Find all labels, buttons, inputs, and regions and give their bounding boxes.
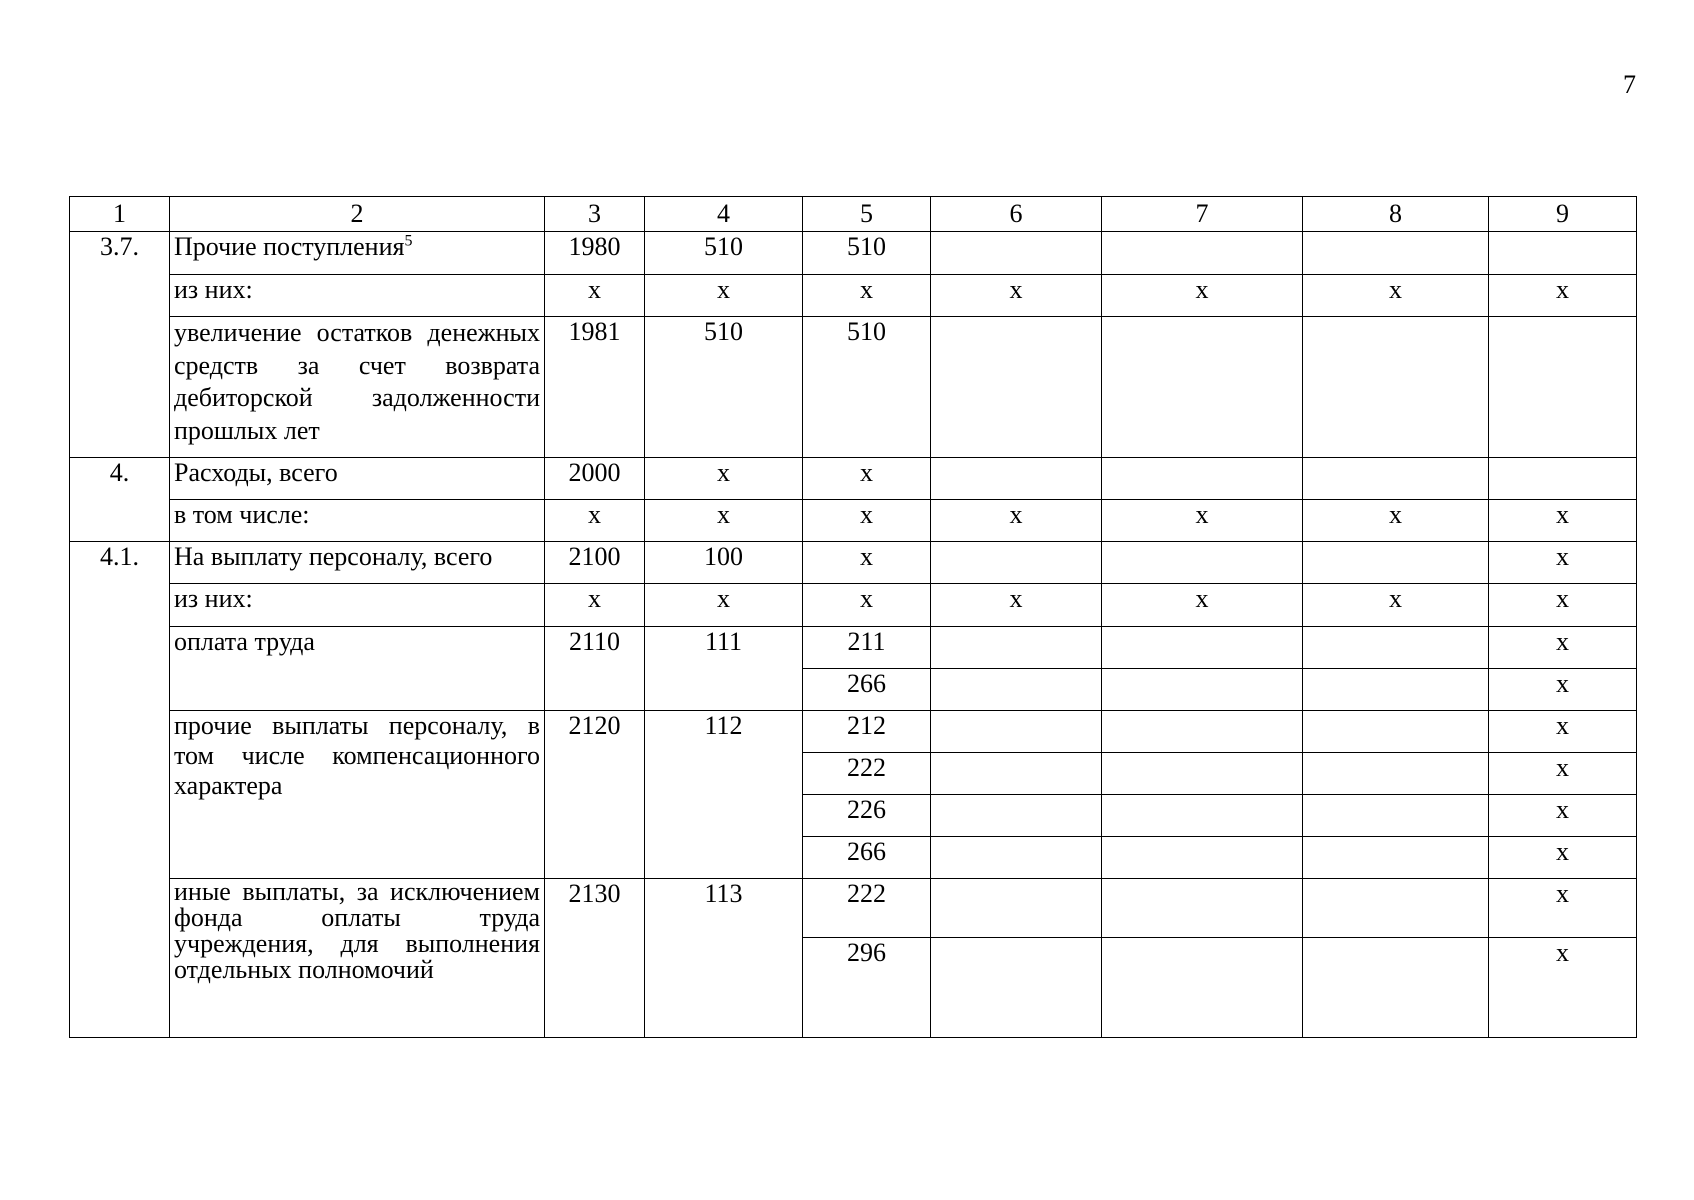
table-row [70,584,1637,627]
cell: 2100 [545,542,645,584]
row-name-cell: На выплату персоналу, всего [170,542,545,584]
cell: 100 [645,542,803,584]
cell: 296 [803,938,931,1038]
cell: х [1303,500,1489,542]
cell [1303,753,1489,795]
table-row [70,542,1637,584]
row-name-cell: иные выплаты, за исключением фонда оплаты труда учреждения, для выполнения отдельных полномочий [170,879,545,1038]
cell: 1981 [545,317,645,458]
cell [931,669,1102,711]
cell: 2110 [545,627,645,711]
cell [931,711,1102,753]
cell [931,938,1102,1038]
cell: 510 [803,232,931,275]
financial-plan-table [69,196,1637,1038]
cell: х [1489,711,1637,753]
cell [1102,938,1303,1038]
row-name-cell: из них: [170,584,545,627]
table-row [70,317,1637,458]
cell [1102,795,1303,837]
cell: х [931,584,1102,627]
cell [1102,317,1303,458]
table-row [70,500,1637,542]
cell [1102,458,1303,500]
cell [1303,627,1489,669]
header-cell: 6 [931,197,1102,232]
cell [1489,317,1637,458]
cell [931,627,1102,669]
cell: х [931,500,1102,542]
table-row [70,232,1637,275]
cell: 222 [803,879,931,938]
header-cell: 9 [1489,197,1637,232]
cell: х [1102,275,1303,317]
cell: х [645,584,803,627]
cell: 2000 [545,458,645,500]
cell: 111 [645,627,803,711]
cell [931,753,1102,795]
cell: х [931,275,1102,317]
cell [1303,795,1489,837]
cell: х [803,584,931,627]
cell [1303,938,1489,1038]
cell: х [1489,753,1637,795]
table-row [70,711,1637,753]
table-row [70,879,1637,938]
cell: х [1303,584,1489,627]
row-name-cell: из них: [170,275,545,317]
cell: х [1489,837,1637,879]
cell [1102,753,1303,795]
cell [931,317,1102,458]
cell: 510 [645,317,803,458]
cell: х [803,542,931,584]
cell: х [1489,879,1637,938]
cell: х [1489,584,1637,627]
cell: х [545,584,645,627]
cell: х [803,458,931,500]
header-cell: 7 [1102,197,1303,232]
cell [1102,627,1303,669]
cell: х [1489,627,1637,669]
table-row [70,627,1637,669]
cell [1303,711,1489,753]
cell [931,458,1102,500]
cell [1102,232,1303,275]
cell [1489,458,1637,500]
cell: 2130 [545,879,645,1038]
row-name-text: Прочие поступления [174,232,405,261]
row-name-cell: оплата труда [170,627,545,711]
cell: х [1489,542,1637,584]
cell: 112 [645,711,803,879]
row-name-cell [170,232,545,275]
cell [1303,542,1489,584]
cell: х [645,500,803,542]
cell: 510 [645,232,803,275]
cell [931,837,1102,879]
cell [1102,542,1303,584]
cell: х [645,458,803,500]
header-cell: 1 [70,197,170,232]
cell: 212 [803,711,931,753]
header-cell: 2 [170,197,545,232]
cell: х [1102,500,1303,542]
cell: 226 [803,795,931,837]
cell: 266 [803,837,931,879]
cell [931,879,1102,938]
header-cell: 5 [803,197,931,232]
footnote-mark: 5 [404,232,413,250]
cell [1303,837,1489,879]
cell [931,795,1102,837]
row-name-cell: увеличение остатков денежных средств за счет возврата дебиторской задолженности прошлых лет [170,317,545,458]
row-number-cell: 4.1. [70,542,170,1038]
table-row [70,458,1637,500]
cell: х [1489,938,1637,1038]
cell: х [1102,584,1303,627]
cell: х [1489,275,1637,317]
cell: х [1489,500,1637,542]
cell: х [1489,669,1637,711]
cell [931,232,1102,275]
header-cell: 8 [1303,197,1489,232]
row-name-cell: Расходы, всего [170,458,545,500]
row-number-cell: 4. [70,458,170,542]
header-cell: 4 [645,197,803,232]
cell: 211 [803,627,931,669]
page-number: 7 [1623,70,1636,99]
cell: х [803,275,931,317]
cell: 510 [803,317,931,458]
cell: х [545,500,645,542]
cell [1303,232,1489,275]
cell [931,542,1102,584]
row-name-cell: прочие выплаты персоналу, в том числе компенсационного характера [170,711,545,879]
header-row [70,197,1637,232]
cell [1489,232,1637,275]
cell [1303,458,1489,500]
row-number-cell: 3.7. [70,232,170,458]
cell: х [545,275,645,317]
cell: х [803,500,931,542]
cell [1303,669,1489,711]
cell: х [645,275,803,317]
cell: х [1303,275,1489,317]
row-name-cell: в том числе: [170,500,545,542]
cell [1303,317,1489,458]
cell: 2120 [545,711,645,879]
cell: 1980 [545,232,645,275]
cell: 113 [645,879,803,1038]
cell: 266 [803,669,931,711]
cell [1102,711,1303,753]
cell: х [1489,795,1637,837]
cell: 222 [803,753,931,795]
header-cell: 3 [545,197,645,232]
cell [1303,879,1489,938]
table-row [70,275,1637,317]
cell [1102,837,1303,879]
cell [1102,879,1303,938]
cell [1102,669,1303,711]
